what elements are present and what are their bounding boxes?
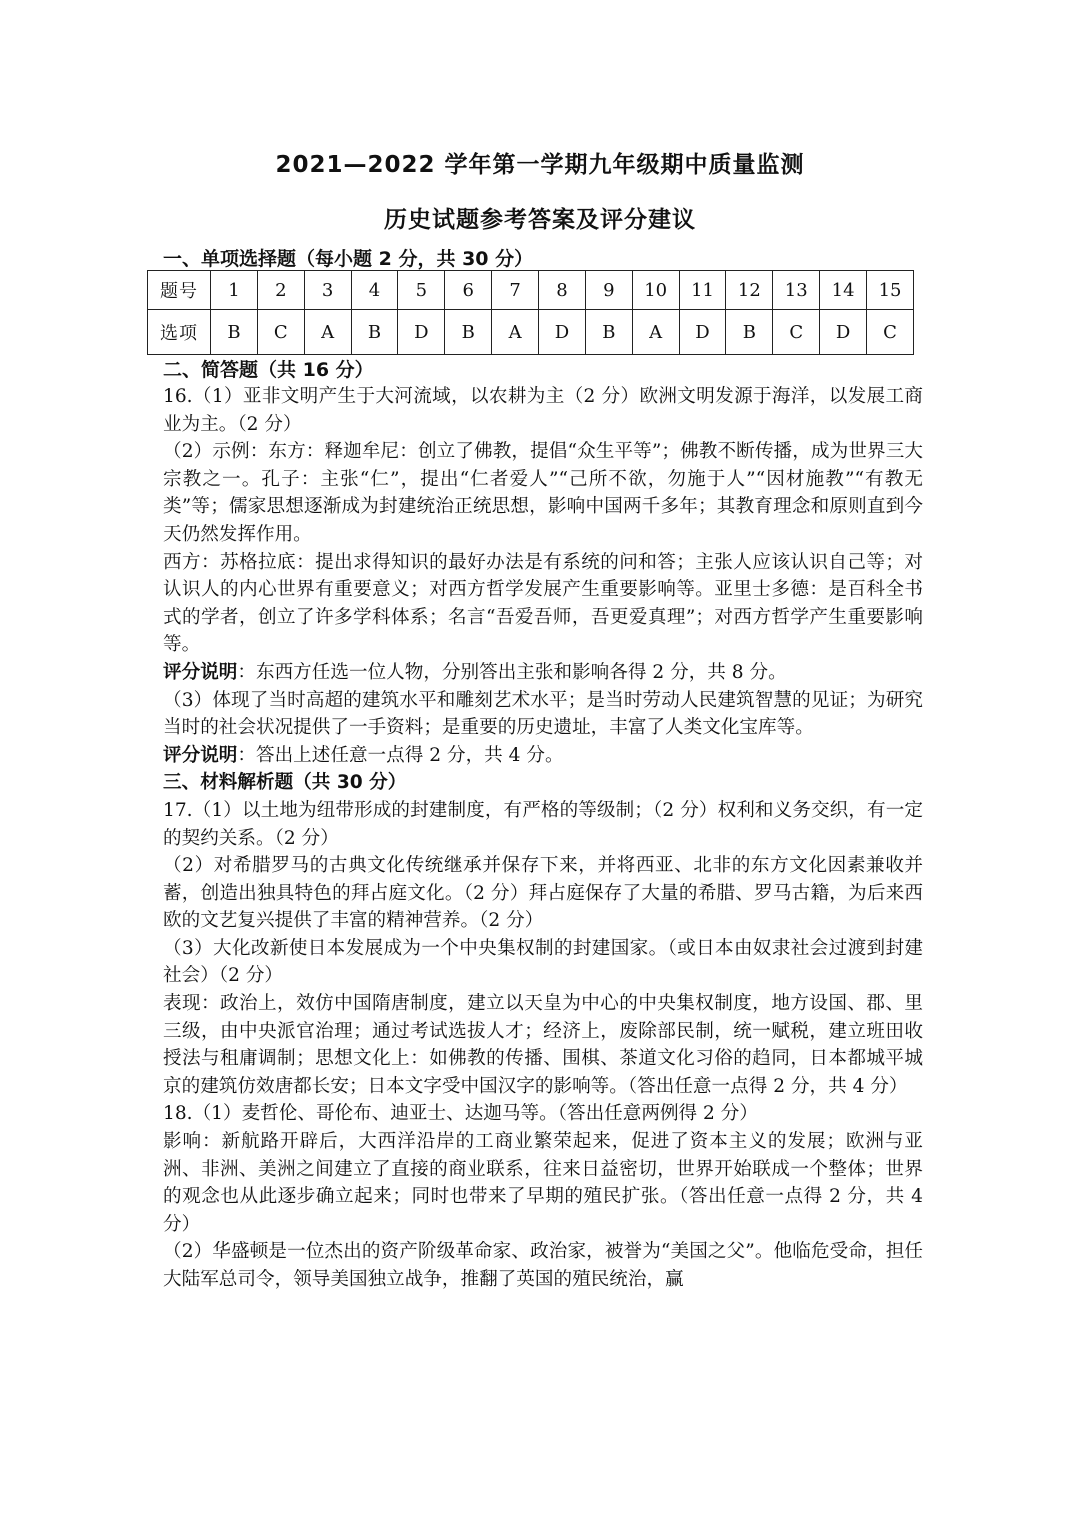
q17-part2: （2）对希腊罗马的古典文化传统继承并保存下来，并将西亚、北非的东方文化因素兼收并蓄，创造出独具特色的拜占庭文化。（2 分）拜占庭保存了大量的希腊、罗马古籍，为后来西欧的文艺复兴提供了丰富的精神营养。（2 分） (163, 855, 923, 932)
table-cell: 11 (679, 271, 726, 310)
table-cell: C (257, 310, 304, 355)
table-cell: A (632, 310, 679, 355)
table-cell: C (773, 310, 820, 355)
table-cell: B (445, 310, 492, 355)
scoring-label: 评分说明 (163, 744, 238, 766)
q16-part1: 16.（1）亚非文明产生于大河流域，以农耕为主（2 分）欧洲文明发源于海洋，以发展工商业为主。（2 分） (163, 386, 923, 435)
scoring-label: 评分说明 (163, 661, 238, 683)
table-cell: 15 (867, 271, 914, 310)
q17-part3-expression: 表现：政治上，效仿中国隋唐制度，建立以天皇为中心的中央集权制度，地方设国、郡、里三级，由中央派官治理；通过考试选拔人才；经济上，废除部民制，统一赋税，建立班田收授法与租庸调制；思想文化上：如佛教的传播、围棋、茶道文化习俗的趋同，日本都城平城京的建筑仿效唐都长安；日本文字受中国汉字的影响等。（答出任意一点得 2 分，共 4 分） (163, 993, 923, 1097)
table-cell: B (585, 310, 632, 355)
table-cell: 13 (773, 271, 820, 310)
table-cell: 6 (445, 271, 492, 310)
scoring-text: ：东西方任选一位人物，分别答出主张和影响各得 2 分，共 8 分。 (237, 661, 787, 683)
q18-part2: （2）华盛顿是一位杰出的资产阶级革命家、政治家，被誉为“美国之父”。他临危受命，担任大陆军总司令，领导美国独立战争，推翻了英国的殖民统治，赢 (163, 1241, 923, 1290)
q16-part2-east: （2）示例：东方：释迦牟尼：创立了佛教，提倡“众生平等”；佛教不断传播，成为世界三大宗教之一。孔子：主张“仁”，提出“仁者爱人”“己所不欲，勿施于人”“因材施教”“有教无类”等；儒家思想逐渐成为封建统治正统思想，影响中国两千多年；其教育理念和原则直到今天仍然发挥作用。 (163, 441, 923, 545)
table-cell: 12 (726, 271, 773, 310)
table-cell: B (211, 310, 258, 355)
document-subtitle: 历史试题参考答案及评分建议 (384, 207, 696, 233)
q16-part3-scoring (163, 742, 923, 770)
table-cell: D (539, 310, 586, 355)
answer-table-number-row (148, 271, 914, 310)
table-cell: 1 (211, 271, 258, 310)
table-cell: 5 (398, 271, 445, 310)
q16-part3: （3）体现了当时高超的建筑水平和雕刻艺术水平；是当时劳动人民建筑智慧的见证；为研究当时的社会状况提供了一手资料；是重要的历史遗址，丰富了人类文化宝库等。 (163, 689, 923, 739)
table-cell: 2 (257, 271, 304, 310)
table-cell: B (351, 310, 398, 355)
section2-heading: 二、简答题（共 16 分） (163, 359, 374, 381)
table-cell: A (304, 310, 351, 355)
document-title: 2021—2022 学年第一学期九年级期中质量监测 (275, 152, 805, 178)
answer-body (163, 383, 923, 1294)
section1-heading: 一、单项选择题（每小题 2 分，共 30 分） (163, 248, 534, 270)
table-cell: 14 (820, 271, 867, 310)
table-cell: 7 (492, 271, 539, 310)
table-cell: A (492, 310, 539, 355)
table-cell: 3 (304, 271, 351, 310)
table-row-label: 选项 (148, 310, 211, 355)
section3-heading: 三、材料解析题（共 30 分） (163, 772, 407, 794)
table-cell: 8 (539, 271, 586, 310)
q18-part1: 18.（1）麦哲伦、哥伦布、迪亚士、达迦马等。（答出任意两例得 2 分） (163, 1103, 758, 1125)
q18-part1-impact: 影响：新航路开辟后，大西洋沿岸的工商业繁荣起来，促进了资本主义的发展；欧洲与亚洲、非洲、美洲之间建立了直接的商业联系，往来日益密切，世界开始联成一个整体；世界的观念也从此逐步确立起来；同时也带来了早期的殖民扩张。（答出任意一点得 2 分，共 4 分） (163, 1131, 923, 1235)
table-cell: D (679, 310, 726, 355)
table-cell: D (820, 310, 867, 355)
q16-part2-west: 西方：苏格拉底：提出求得知识的最好办法是有系统的问和答；主张人应该认识自己等；对认识人的内心世界有重要意义；对西方哲学发展产生重要影响等。亚里士多德：是百科全书式的学者，创立了许多学科体系；名言“吾爱吾师，吾更爱真理”；对西方哲学产生重要影响等。 (163, 551, 923, 656)
table-cell: 9 (585, 271, 632, 310)
table-cell: 4 (351, 271, 398, 310)
table-row-label: 题号 (148, 271, 211, 310)
q17-part1: 17.（1）以土地为纽带形成的封建制度，有严格的等级制；（2 分）权利和义务交织，有一定的契约关系。（2 分） (163, 799, 923, 849)
table-cell: B (726, 310, 773, 355)
scoring-text: ：答出上述任意一点得 2 分，共 4 分。 (237, 744, 564, 766)
table-cell: D (398, 310, 445, 355)
answer-table (147, 270, 914, 355)
answer-table-answer-row (148, 310, 914, 355)
table-cell: 10 (632, 271, 679, 310)
table-cell: C (867, 310, 914, 355)
q17-part3: （3）大化改新使日本发展成为一个中央集权制的封建国家。（或日本由奴隶社会过渡到封建社会）（2 分） (163, 937, 923, 987)
q16-part2-scoring (163, 659, 923, 687)
